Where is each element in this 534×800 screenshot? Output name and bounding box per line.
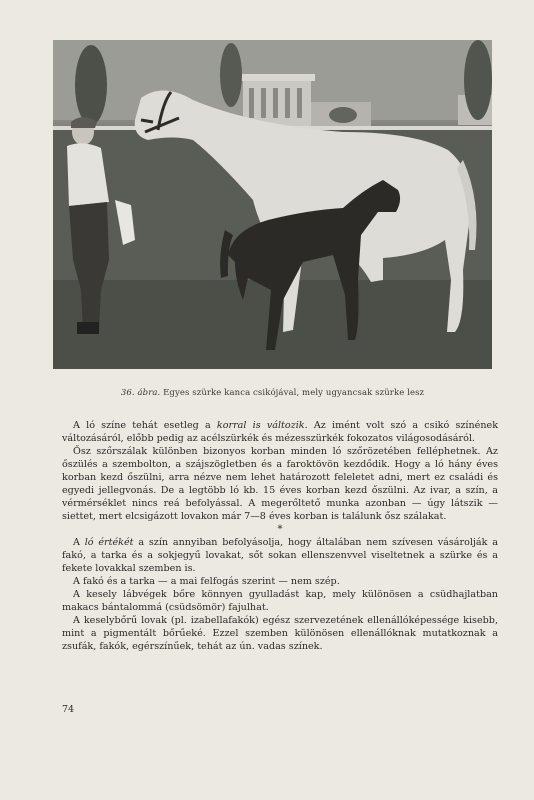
horse-photo: [53, 40, 492, 369]
figure-caption: [53, 388, 492, 398]
paragraph-keselybor: A keselybőrű lovak (pl. izabellafakók) egész szervezetének ellenállóképessége kisebb, mint a pigmentált bőrűeké. Ezzel szemben különösen ellenállóknak mutatkoznak a zsufák, fakók, egérszínűek, tehát az ún. vadas színek.: [62, 615, 498, 652]
paragraph-color-age: [62, 419, 498, 445]
paragraph-grey-hairs: Ősz szőrszálak különben bizonyos korban minden ló szőrözetében felléphetnek. Az őszülés a szembolton, a szájszögletben és a faroktövön kezdődik. Hogy a ló hány éves korban kezd őszülni, arra nézve nem lehet határozott feleletet adni, mert ez családi és egyedi jellegvonás. De a legtöbb ló kb. 15 éves korban kezd őszülni. Az ivar, a szín, a vérmérséklet nincs reá befolyással. A megerőltető munka azonban — úgy látszik — siettet, mert elcsigázott lovakon már 7—8 éves korban is találunk ősz szálakat.: [62, 446, 498, 522]
paragraph-fako-tarka: A fakó és a tarka — a mai felfogás szerint — nem szép.: [73, 576, 340, 587]
section-separator: *: [277, 524, 283, 535]
emphasis-text: ló értékét: [84, 537, 134, 548]
paragraph-text: A ló színe tehát esetleg a: [73, 420, 217, 431]
figure-caption-text: Egyes szürke kanca csikójával, mely ugyancsak szürke lesz: [160, 388, 425, 398]
paragraph-text: A: [73, 537, 85, 548]
paragraph-text: Az imént volt szó a csikó színének változásáról, előbb pedig az acélszürkék és mézesszürkék fokozatos világosodásáról.: [62, 420, 499, 444]
paragraph-horse-value: [62, 536, 498, 575]
photo-illustration: [53, 40, 492, 369]
body-text: [62, 419, 498, 653]
emphasis-text: korral is változik.: [216, 420, 308, 431]
paragraph-kesely: A kesely lábvégek bőre könnyen gyulladást kap, mely különösen a csüdhajlatban makacs bántalommá (csüdsömör) fajulhat.: [62, 589, 498, 613]
figure-label: 36. ábra.: [120, 388, 161, 398]
paragraph-text: a szín annyiban befolyásolja, hogy általában nem szívesen vásárolják a fakó, a tarka és a sokjegyű lovakat, sőt sokan ellenszenvvel viseltetnek a szürke és a fekete lovakkal szemben is.: [62, 537, 498, 574]
page-number: 74: [62, 704, 75, 715]
